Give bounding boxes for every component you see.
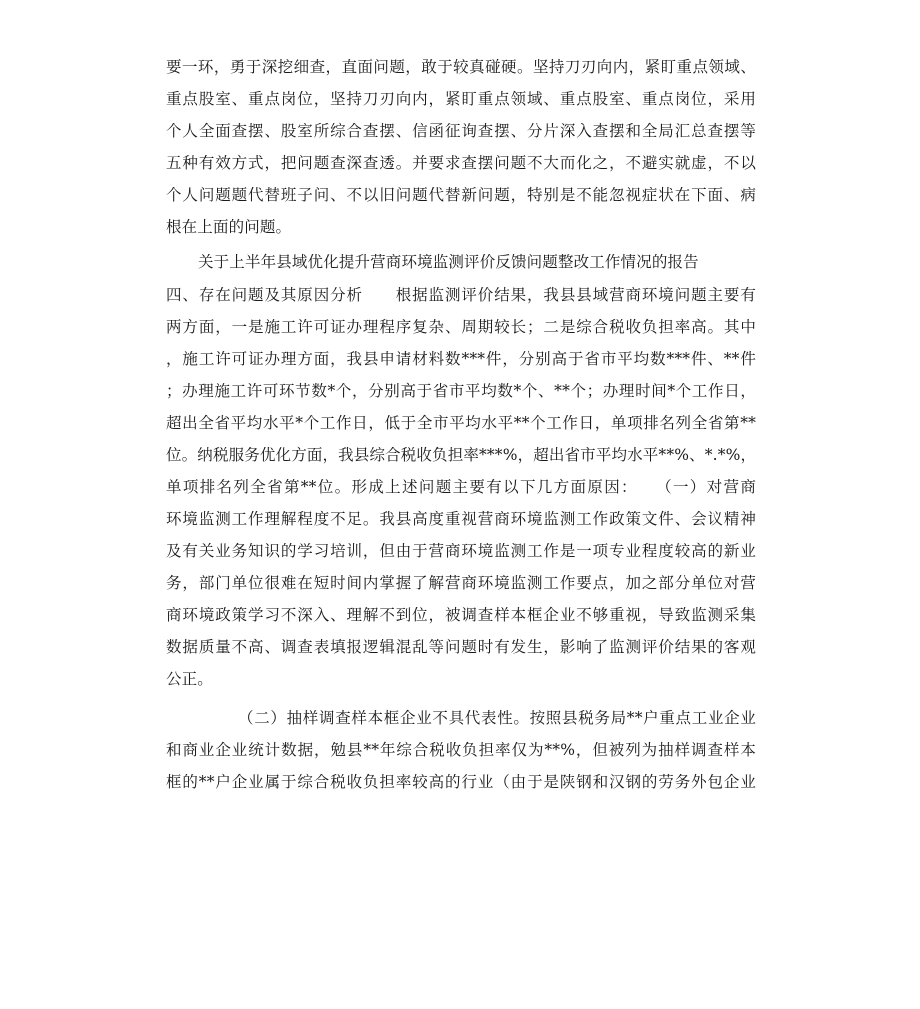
section-four-line-11: 商环境政策学习不深入、理解不到位，被调查样本框企业不够重视，导致监测采集 — [166, 606, 756, 624]
section-four-line-10: 务，部门单位很难在短时间内掌握了解营商环境监测工作要点，加之部分单位对营 — [166, 574, 756, 592]
paragraph-line-6: 根在上面的问题。 — [166, 218, 292, 236]
section-four-line-6: 位。纳税服务优化方面，我县综合税收负担率***%，超出省市平均水平**%、*.*%， — [166, 446, 756, 464]
section-four-line-9: 及有关业务知识的学习培训，但由于营商环境监测工作是一项专业程度较高的新业 — [166, 542, 756, 560]
section-four-line-8: 环境监测工作理解程度不足。我县高度重视营商环境监测工作政策文件、会议精神 — [166, 510, 756, 528]
paragraph-line-2: 重点股室、重点岗位，坚持刀刃向内，紧盯重点领域、重点股室、重点岗位，采用 — [166, 90, 756, 108]
section-four-line-12: 数据质量不高、调查表填报逻辑混乱等问题时有发生，影响了监测评价结果的客观 — [166, 638, 756, 656]
paragraph-line-1: 要一环，勇于深挖细查，直面问题，敢于较真碰硬。坚持刀刃向内，紧盯重点领域、 — [166, 58, 756, 76]
subsection-two-line-2: 和商业企业统计数据，勉县**年综合税收负担率仅为**%，但被列为抽样调查样本 — [166, 741, 756, 759]
section-four-line-13: 公正。 — [166, 670, 213, 688]
report-title: 关于上半年县域优化提升营商环境监测评价反馈问题整改工作情况的报告 — [198, 253, 699, 271]
section-four-line-5: 超出全省平均水平*个工作日，低于全市平均水平**个工作日，单项排名列全省第** — [166, 414, 756, 432]
paragraph-line-4: 五种有效方式，把问题查深查透。并要求查摆问题不大而化之，不避实就虚，不以 — [166, 154, 756, 172]
section-four-line-2: 两方面，一是施工许可证办理程序复杂、周期较长；二是综合税收负担率高。其中 — [166, 318, 756, 336]
paragraph-line-3: 个人全面查摆、股室所综合查摆、信函征询查摆、分片深入查摆和全局汇总查摆等 — [166, 122, 756, 140]
section-four-line-7: 单项排名列全省第**位。形成上述问题主要有以下几方面原因： （一）对营商 — [166, 478, 756, 496]
paragraph-line-5: 个人问题题代替班子问、不以旧问题代替新问题，特别是不能忽视症状在下面、病 — [166, 186, 756, 204]
section-four-line-4: ；办理施工许可环节数*个，分别高于省市平均数*个、**个；办理时间*个工作日， — [166, 382, 756, 400]
subsection-two-line-3: 框的**户企业属于综合税收负担率较高的行业（由于是陕钢和汉钢的劳务外包企业 — [166, 773, 756, 791]
section-four-line-3: ，施工许可证办理方面，我县申请材料数***件，分别高于省市平均数***件、**件 — [166, 350, 756, 368]
subsection-two-line-1: （二）抽样调查样本框企业不具代表性。按照县税务局**户重点工业企业 — [238, 709, 756, 727]
section-four-line-1: 四、存在问题及其原因分析 根据监测评价结果，我县县域营商环境问题主要有 — [166, 286, 756, 304]
